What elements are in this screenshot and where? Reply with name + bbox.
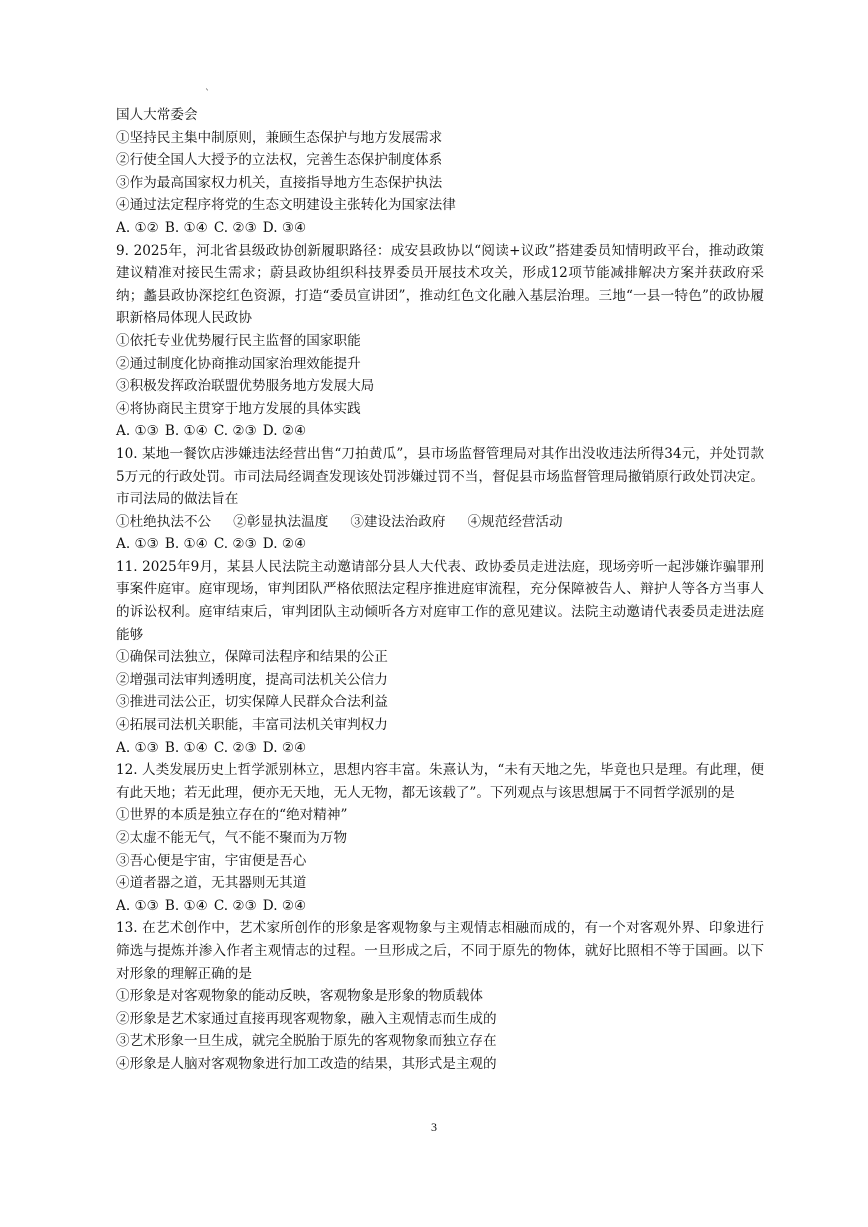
q9-option-3: ③积极发挥政治联盟优势服务地方发展大局 [116, 378, 375, 395]
q10-option-3: ③建设法治政府 [350, 513, 446, 530]
q11-answer-a: A. ①③ [116, 739, 159, 756]
q8-option-1: ①坚持民主集中制原则，兼顾生态保护与地方发展需求 [116, 129, 443, 146]
q11-answer-d: D. ②④ [262, 739, 307, 756]
q12-option-2: ②太虚不能无气，气不能不聚而为万物 [116, 830, 348, 846]
q9-answer-c: C. ②③ [213, 423, 257, 440]
q9-answers [116, 420, 764, 443]
q13-option-3: ③艺术形象一旦生成，就完全脱胎于原先的客观物象而独立存在 [116, 1033, 497, 1050]
q9-answer-d: D. ②④ [262, 423, 307, 440]
q8-answer-a: A. ①② [116, 219, 159, 236]
exam-page [116, 104, 764, 1076]
q9-answer-b: B. ①④ [164, 423, 208, 440]
q12-option-3: ③吾心便是宇宙，宇宙便是吾心 [116, 852, 307, 869]
q8-answer-b: B. ①④ [164, 219, 208, 236]
q8-answer-d: D. ③④ [262, 219, 307, 236]
q9-option-4: ④将协商民主贯穿于地方发展的具体实践 [116, 400, 361, 417]
q11-option-3: ③推进司法公正，切实保障人民群众合法利益 [116, 694, 388, 711]
q9-option-1: ①依托专业优势履行民主监督的国家职能 [116, 332, 361, 349]
q10-answer-c: C. ②③ [213, 536, 257, 553]
page-number: 3 [431, 1120, 437, 1134]
q10-answer-b: B. ①④ [164, 536, 208, 553]
q10-option-1: ①杜绝执法不公 [116, 513, 212, 530]
q10-answer-a: A. ①③ [116, 536, 159, 553]
q12-answer-d: D. ②④ [262, 897, 307, 914]
q9-answer-a: A. ①③ [116, 423, 159, 440]
q11-answers [116, 737, 764, 760]
q10-answers [116, 533, 764, 556]
q8-option-2: ②行使全国人大授予的立法权，完善生态保护制度体系 [116, 152, 443, 169]
q9-option-2: ②通过制度化协商推动国家治理效能提升 [116, 355, 361, 372]
q9-stem: 9. 2025年，河北省县级政协创新履职路径：成安县政协以“阅读+议政”搭建委员知情明政平台，推动政策建议精准对接民生需求；蔚县政协组织科技界委员开展技术攻关，形成12项节能减排解决方案并获政府采纳；蠡县政协深挖红色资源，打造“委员宣讲团”，推动红色文化融入基层治理。三地“一县一特色”的政协履职新格局体现人民政协 [116, 242, 764, 327]
q8-stem-continuation: 国人大常委会 [116, 107, 198, 123]
q12-answer-b: B. ①④ [164, 897, 208, 914]
q11-option-1: ①确保司法独立，保障司法程序和结果的公正 [116, 649, 388, 666]
q10-options [116, 511, 764, 534]
q8-option-3: ③作为最高国家权力机关，直接指导地方生态保护执法 [116, 174, 443, 191]
q11-answer-c: C. ②③ [213, 739, 257, 756]
q11-stem: 11. 2025年9月，某县人民法院主动邀请部分县人大代表、政协委员走进法庭，现场旁听一起涉嫌诈骗罪刑事案件庭审。庭审现场，审判团队严格依照法定程序推进庭审流程，充分保障被告人、辩护人等各方当事人的诉讼权利。庭审结束后，审判团队主动倾听各方对庭审工作的意见建议。法院主动邀请代表委员走进法庭能够 [116, 558, 764, 643]
q10-stem: 10. 某地一餐饮店涉嫌违法经营出售“刀拍黄瓜”，县市场监督管理局对其作出没收违法所得34元，并处罚款5万元的行政处罚。市司法局经调查发现该处罚涉嫌过罚不当，督促县市场监督管理局撤销原行政处罚决定。市司法局的做法旨在 [116, 445, 764, 508]
q12-stem: 12. 人类发展历史上哲学派别林立，思想内容丰富。朱熹认为，“未有天地之先，毕竟也只是理。有此理，便有此天地；若无此理，便亦无天地，无人无物，都无该载了”。下列观点与该思想属于不同哲学派别的是 [116, 762, 764, 801]
q10-option-4: ④规范经营活动 [467, 513, 563, 530]
q12-option-4: ④道者器之道，无其器则无其道 [116, 875, 307, 892]
q10-option-2: ②彰显执法温度 [233, 513, 329, 530]
q12-option-1: ①世界的本质是独立存在的“绝对精神” [116, 807, 348, 824]
q8-answer-c: C. ②③ [213, 219, 257, 236]
q12-answer-c: C. ②③ [213, 897, 257, 914]
q13-option-4: ④形象是人脑对客观物象进行加工改造的结果，其形式是主观的 [116, 1055, 497, 1072]
q12-answers [116, 895, 764, 918]
q8-option-4: ④通过法定程序将党的生态文明建设主张转化为国家法律 [116, 197, 456, 214]
q11-option-2: ②增强司法审判透明度，提高司法机关公信力 [116, 671, 388, 688]
q13-option-1: ①形象是对客观物象的能动反映，客观物象是形象的物质载体 [116, 988, 484, 1005]
q10-answer-d: D. ②④ [262, 536, 307, 553]
q13-stem: 13. 在艺术创作中，艺术家所创作的形象是客观物象与主观情志相融而成的，有一个对客观外界、印象进行筛选与提炼并渗入作者主观情志的过程。一旦形成之后，不同于原先的物体，就好比照相不等于国画。以下对形象的理解正确的是 [116, 920, 764, 982]
q11-option-4: ④拓展司法机关职能，丰富司法机关审判权力 [116, 717, 388, 734]
scan-mark: ` [205, 89, 210, 100]
q12-answer-a: A. ①③ [116, 897, 159, 914]
q8-answers [116, 217, 764, 240]
q11-answer-b: B. ①④ [164, 739, 208, 756]
q13-option-2: ②形象是艺术家通过直接再现客观物象，融入主观情志而生成的 [116, 1010, 497, 1027]
